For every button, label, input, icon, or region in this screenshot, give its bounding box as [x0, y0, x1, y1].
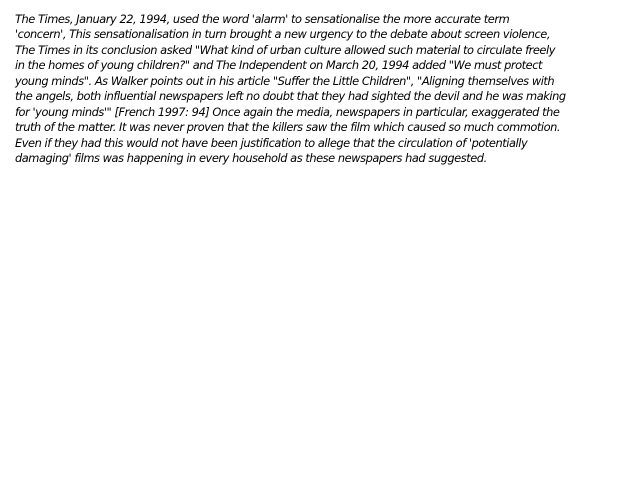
paragraph-line: 'concern', This sensationalisation in turn brought a new urgency to the debate about screen violence,: [15, 27, 551, 42]
paragraph-line: damaging' films was happening in every household as these newspapers had suggested.: [15, 151, 487, 166]
paragraph-line: for 'young minds'" [French 1997: 94] Once again the media, newspapers in particular, exaggerated the: [15, 104, 560, 119]
paragraph-line: The Times in its conclusion asked "What kind of urban culture allowed such material to circulate freely: [15, 42, 555, 57]
body-paragraph: [15, 12, 625, 167]
paragraph-line: The Times, January 22, 1994, used the word 'alarm' to sensationalise the more accurate term: [15, 12, 510, 26]
paragraph-line: the angels, both influential newspapers left no doubt that they had sighted the devil and he was making: [15, 89, 566, 104]
paragraph-line: Even if they had this would not have been justification to allege that the circulation of 'potentially: [15, 135, 528, 150]
paragraph-line: in the homes of young children?" and The Independent on March 20, 1994 added "We must protect: [15, 58, 543, 73]
paragraph-line: truth of the matter. It was never proven that the killers saw the film which caused so much commotion.: [15, 120, 561, 135]
paragraph-line: young minds". As Walker points out in his article "Suffer the Little Children", "Aligning themselves with: [15, 73, 555, 88]
